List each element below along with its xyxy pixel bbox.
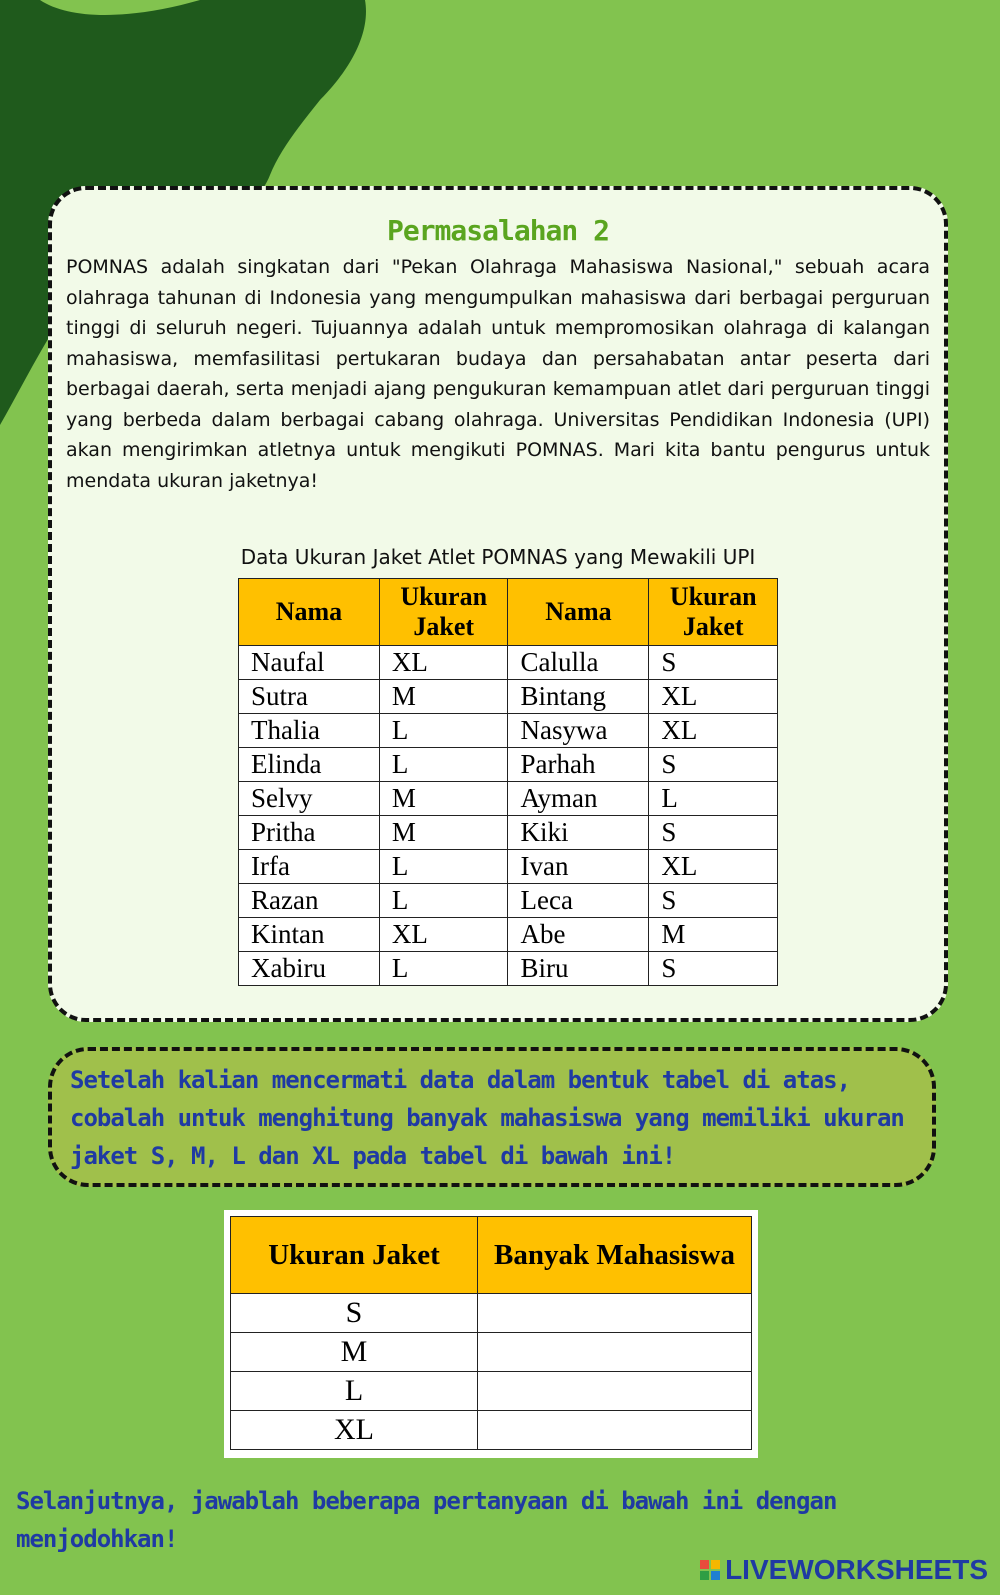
answer-input-xl[interactable] <box>478 1411 752 1450</box>
table-row <box>239 714 778 748</box>
table-row <box>239 850 778 884</box>
answer-input-l[interactable] <box>478 1372 752 1411</box>
problem-paragraph: POMNAS adalah singkatan dari "Pekan Olahraga Mahasiswa Nasional," sebuah acara olahraga tahunan di Indonesia yang mengumpulkan mahasiswa dari berbagai perguruan tinggi di seluruh negeri. Tujuannya adalah untuk mempromosikan olahraga di kalangan mahasiswa, memfasilitasi pertukaran budaya dan persahabatan antar peserta dari berbagai daerah, serta menjadi ajang pengukuran kemampuan atlet dari perguruan tinggi yang berbeda dalam berbagai cabang olahraga. Universitas Pendidikan Indonesia (UPI) akan mengirimkan atletnya untuk mengikuti POMNAS. Mari kita bantu pengurus untuk mendata ukuran jaketnya! <box>66 256 930 492</box>
size-cell: S <box>649 748 778 782</box>
size-cell: S <box>649 952 778 986</box>
size-cell: XL <box>649 850 778 884</box>
answer-size-label: S <box>231 1294 478 1333</box>
table-row <box>239 952 778 986</box>
name-cell: Irfa <box>239 850 380 884</box>
answer-table <box>230 1216 752 1450</box>
size-cell: M <box>649 918 778 952</box>
answer-size-label: XL <box>231 1411 478 1450</box>
size-cell: M <box>379 782 508 816</box>
answer-row <box>231 1411 752 1450</box>
table-row <box>239 782 778 816</box>
header-size-2: Ukuran Jaket <box>649 579 778 646</box>
header-name-1: Nama <box>239 579 380 646</box>
size-cell: XL <box>649 714 778 748</box>
answer-table-frame <box>224 1210 758 1458</box>
name-cell: Sutra <box>239 680 380 714</box>
name-cell: Kintan <box>239 918 380 952</box>
size-cell: S <box>649 816 778 850</box>
table-header-row <box>239 579 778 646</box>
problem-title: Permasalahan 2 <box>386 214 609 247</box>
name-cell: Kiki <box>508 816 649 850</box>
header-size-1: Ukuran Jaket <box>379 579 508 646</box>
table-row <box>239 646 778 680</box>
name-cell: Parhah <box>508 748 649 782</box>
answer-size-label: L <box>231 1372 478 1411</box>
answer-input-m[interactable] <box>478 1333 752 1372</box>
size-cell: L <box>379 748 508 782</box>
footer-instruction: Selanjutnya, jawablah beberapa pertanyaan di bawah ini dengan menjodohkan! <box>16 1487 837 1553</box>
size-cell: M <box>379 680 508 714</box>
table-row <box>239 816 778 850</box>
size-cell: L <box>379 884 508 918</box>
table-caption: Data Ukuran Jaket Atlet POMNAS yang Mewakili UPI <box>240 545 756 569</box>
size-cell: XL <box>379 918 508 952</box>
answer-row <box>231 1372 752 1411</box>
name-cell: Bintang <box>508 680 649 714</box>
name-cell: Elinda <box>239 748 380 782</box>
header-name-2: Nama <box>508 579 649 646</box>
name-cell: Xabiru <box>239 952 380 986</box>
size-cell: L <box>379 850 508 884</box>
answer-header-row <box>231 1217 752 1294</box>
name-cell: Ayman <box>508 782 649 816</box>
name-cell: Calulla <box>508 646 649 680</box>
size-cell: L <box>379 952 508 986</box>
instruction-box <box>48 1047 936 1187</box>
size-cell: S <box>649 646 778 680</box>
table-row <box>239 918 778 952</box>
table-row <box>239 748 778 782</box>
name-cell: Pritha <box>239 816 380 850</box>
answer-row <box>231 1333 752 1372</box>
size-cell: S <box>649 884 778 918</box>
size-cell: XL <box>649 680 778 714</box>
size-cell: L <box>379 714 508 748</box>
name-cell: Leca <box>508 884 649 918</box>
liveworksheets-brand <box>699 1554 988 1586</box>
answer-header-count: Banyak Mahasiswa <box>478 1217 752 1294</box>
name-cell: Abe <box>508 918 649 952</box>
answer-input-s[interactable] <box>478 1294 752 1333</box>
name-cell: Ivan <box>508 850 649 884</box>
jacket-size-table <box>238 578 778 986</box>
name-cell: Biru <box>508 952 649 986</box>
answer-row <box>231 1294 752 1333</box>
name-cell: Selvy <box>239 782 380 816</box>
table-row <box>239 884 778 918</box>
brand-name: LIVEWORKSHEETS <box>725 1554 988 1585</box>
problem-card <box>48 186 948 1022</box>
size-cell: M <box>379 816 508 850</box>
name-cell: Naufal <box>239 646 380 680</box>
liveworksheets-logo-icon <box>699 1559 721 1581</box>
answer-header-size: Ukuran Jaket <box>231 1217 478 1294</box>
table-row <box>239 680 778 714</box>
instruction-text: Setelah kalian mencermati data dalam bentuk tabel di atas, cobalah untuk menghitung banyak mahasiswa yang memiliki ukuran jaket S, M, L dan XL pada tabel di bawah ini! <box>70 1066 904 1170</box>
name-cell: Nasywa <box>508 714 649 748</box>
size-cell: L <box>649 782 778 816</box>
size-cell: XL <box>379 646 508 680</box>
name-cell: Thalia <box>239 714 380 748</box>
answer-size-label: M <box>231 1333 478 1372</box>
name-cell: Razan <box>239 884 380 918</box>
